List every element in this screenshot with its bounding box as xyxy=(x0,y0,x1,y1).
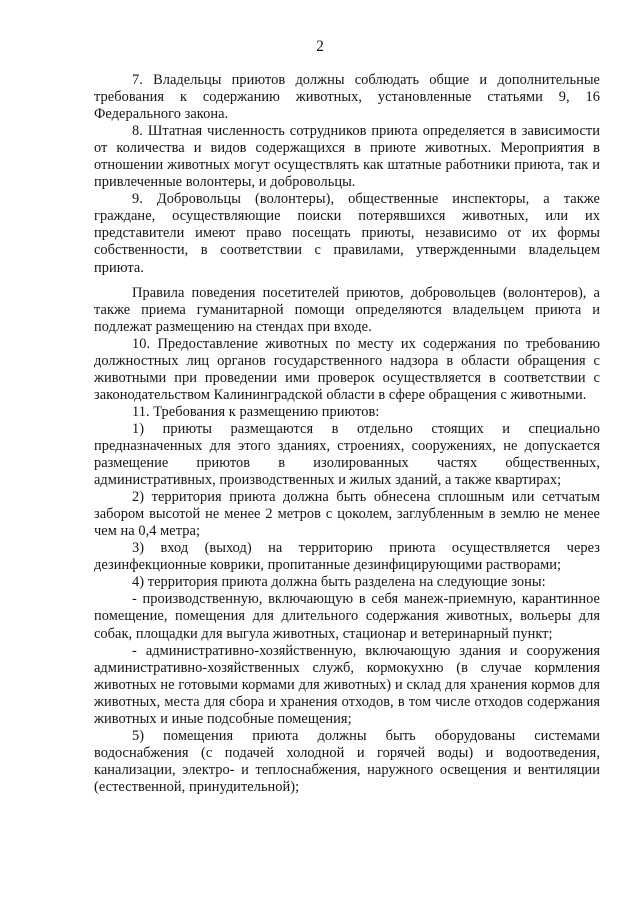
paragraph-9-volunteers: 9. Добровольцы (волонтеры), общественные инспекторы, а также граждане, осуществляющие поиски потерявшихся животных, или их представители имеют право посещать приюты, независимо от их формы собственности, в соответствии с правилами, утвержденными владельцем приюта. xyxy=(94,191,600,276)
zone-production: - производственную, включающую в себя манеж-приемную, карантинное помещение, помещения для длительного содержания животных, вольеры для собак, площадки для выгула животных, стационар и ветеринарный пункт; xyxy=(94,591,600,642)
document-body xyxy=(94,72,600,796)
paragraph-8-staff: 8. Штатная численность сотрудников приюта определяется в зависимости от количества и видов содержащихся в приюте животных. Мероприятия в отношении животных могут осуществлять как штатные работники приюта, так и привлеченные волонтеры, и добровольцы. xyxy=(94,123,600,191)
zone-administrative: - административно-хозяйственную, включающую здания и сооружения административно-хозяйственных служб, кормокухню (в случае кормления животных не готовыми кормами для животных) и склад для хранения кормов для животных, места для сбора и хранения отходов, в том числе отходов содержания животных и иные подсобные помещения; xyxy=(94,642,600,727)
page-number: 2 xyxy=(316,38,324,55)
list-item-4-zones: 4) территория приюта должна быть разделена на следующие зоны: xyxy=(132,574,546,591)
list-item-2-fence: 2) территория приюта должна быть обнесена сплошным или сетчатым забором высотой не менее 2 метров с цоколем, заглубленным в землю не менее чем на 0,4 метра; xyxy=(94,489,600,540)
list-item-3-entrance: 3) вход (выход) на территорию приюта осуществляется через дезинфекционные коврики, пропитанные дезинфицирующими растворами; xyxy=(94,540,600,574)
list-item-5-utilities: 5) помещения приюта должны быть оборудованы системами водоснабжения (с подачей холодной и горячей воды) и водоотведения, канализации, электро- и теплоснабжения, наружного освещения и вентиляции (естественной, принудительной); xyxy=(94,727,600,795)
paragraph-7-shelter-owners: 7. Владельцы приютов должны соблюдать общие и дополнительные требования к содержанию животных, установленные статьями 9, 16 Федерального закона. xyxy=(94,72,600,123)
paragraph-visitor-rules: Правила поведения посетителей приютов, добровольцев (волонтеров), а также приема гуманитарной помощи определяются владельцем приюта и подлежат размещению на стендах при входе. xyxy=(94,284,600,335)
paragraph-10-inspection: 10. Предоставление животных по месту их содержания по требованию должностных лиц органов государственного надзора в области обращения с животными при проведении ими проверок осуществляется в соответствии с законодательством Калининградской области в сфере обращения с животными. xyxy=(94,335,600,403)
paragraph-11-placement-heading: 11. Требования к размещению приютов: xyxy=(132,403,380,420)
list-item-1-buildings: 1) приюты размещаются в отдельно стоящих и специально предназначенных для этого зданиях, строениях, сооружениях, не допускается размещение приютов в изолированных частях общественных, административных, производственных и жилых зданий, а также квартирах; xyxy=(94,420,600,489)
